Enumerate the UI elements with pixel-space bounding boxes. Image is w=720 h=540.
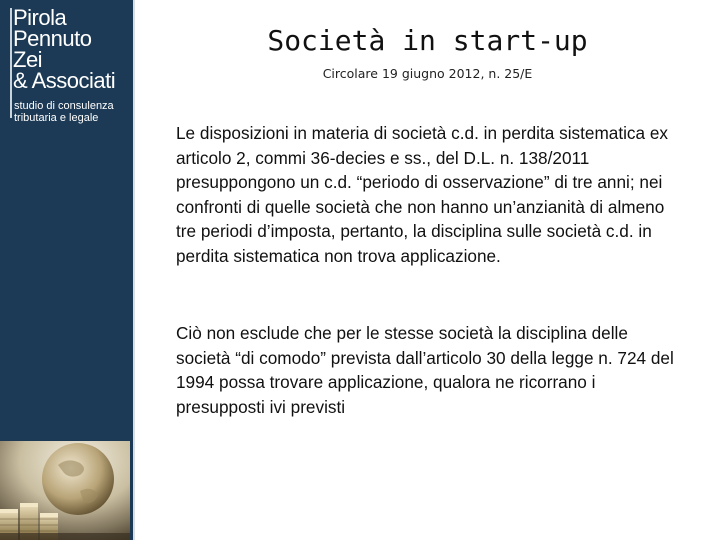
- brand-sidebar: [0, 0, 133, 540]
- slide-subtitle: Circolare 19 giugno 2012, n. 25/E: [322, 66, 533, 81]
- logo-line-2: Pennuto: [13, 26, 92, 51]
- coins-globe-image: [0, 441, 130, 540]
- tagline-line-1: studio di consulenza: [14, 100, 114, 112]
- slide-title: Società in start-up: [267, 24, 588, 57]
- logo-line-3: Zei: [13, 47, 43, 72]
- sidebar-edge: [133, 0, 135, 540]
- tagline-line-2: tributaria e legale: [14, 112, 99, 124]
- coins-globe-photo: [0, 441, 130, 540]
- logo-line-1: Pirola: [13, 5, 67, 30]
- logo-divider: [10, 8, 12, 118]
- firm-logo: [13, 7, 115, 91]
- firm-tagline: [14, 100, 114, 124]
- logo-line-4: & Associati: [13, 68, 116, 93]
- paragraph-2: Ciò non esclude che per le stesse società la disciplina delle società “di comodo” prevista dall’articolo 30 della legge n. 724 del 1994 possa trovare applicazione, qualora ne ricorrano i presupposti ivi previsti: [176, 323, 674, 417]
- paragraph-1: Le disposizioni in materia di società c.d. in perdita sistematica ex articolo 2, commi 36-decies e ss., del D.L. n. 138/2011 presuppongono un c.d. “periodo di osservazione” di tre anni; nei confronti di quelle società che non hanno un’anzianità di almeno tre periodi d’imposta, pertanto, la disciplina sulle società c.d. in perdita sistematica non trova applicazione.: [176, 123, 668, 266]
